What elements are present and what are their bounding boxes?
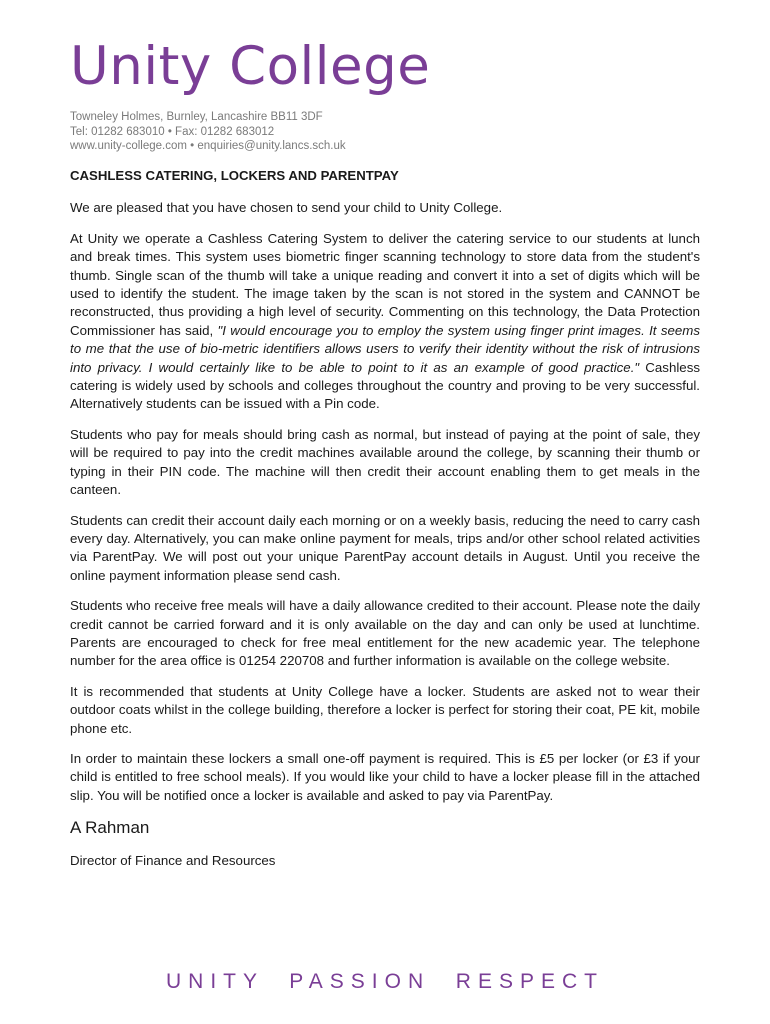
contact-web-email: www.unity-college.com • enquiries@unity.lancs.sch.uk — [70, 140, 346, 152]
college-name-title: Unity College — [70, 36, 431, 97]
address-block — [70, 110, 346, 154]
letter-heading: CASHLESS CATERING, LOCKERS AND PARENTPAY — [70, 168, 399, 183]
contact-phone-fax: Tel: 01282 683010 • Fax: 01282 683012 — [70, 125, 275, 138]
address-line: Towneley Holmes, Burnley, Lancashire BB11 3DF — [70, 111, 323, 123]
paragraph-parentpay: Students can credit their account daily each morning or on a weekly basis, reducing the need to carry cash every day. Alternatively, you can make online payment for meals, trips and/or other school related activities via ParentPay. We will post out your unique ParentPay account details in August. Until you receive the online payment information please send cash. — [70, 512, 700, 583]
paragraph-welcome: We are pleased that you have chosen to send your child to Unity College. — [70, 200, 503, 216]
paragraph-lockers: It is recommended that students at Unity College have a locker. Students are asked not to wear their outdoor coats whilst in the college building, therefore a locker is perfect for storing their coat, PE kit, mobile phone etc. — [70, 683, 700, 736]
commissioner-quote: "I would encourage you to employ the system using finger print images. It seems to me that the use of bio-metric identifiers allows users to verify their identity without the risk of intrusions into privacy. I would certainly like to be able to point to it as an example of good practice." — [70, 322, 701, 375]
paragraph-payment-machines: Students who pay for meals should bring cash as normal, but instead of paying at the point of sale, they will be required to pay into the credit machines available around the college, by scanning their thumb or typing in their PIN code. The machine will then credit their account enabling them to get meals in the canteen. — [70, 426, 700, 498]
college-motto-footer: UNITY PASSION RESPECT — [166, 970, 604, 993]
letter-body — [70, 167, 700, 870]
signatory-role: Director of Finance and Resources — [70, 852, 276, 868]
paragraph-cashless-catering — [70, 230, 700, 414]
paragraph-text: Cashless catering is widely used by schools and colleges throughout the country and proving to be very successful. Alternatively students can be issued with a Pin code. — [70, 359, 700, 412]
signatory-name: A Rahman — [70, 818, 150, 838]
paragraph-locker-payment: In order to maintain these lockers a small one-off payment is required. This is £5 per locker (or £3 if your child is entitled to free school meals). If you would like your child to have a locker please fill in the attached slip. You will be notified once a locker is available and asked to pay via ParentPay. — [70, 750, 700, 803]
paragraph-free-meals: Students who receive free meals will have a daily allowance credited to their account. Please note the daily credit cannot be carried forward and it is only available on the day and can only be used at lunchtime. Parents are encouraged to check for free meal entitlement for the new academic year. The telephone number for the area office is 01254 220708 and further information is available on the college website. — [70, 598, 700, 669]
paragraph-text: At Unity we operate a Cashless Catering System to deliver the catering service to our students at lunch and break times. This system uses biometric finger scanning technology to store data from the student's thumb. Single scan of the thumb will take a unique reading and convert it into a set of digits which will be used to identify the student. The image taken by the scan is not stored in the system and CANNOT be reconstructed, thus providing a high level of security. Commenting on this technology, the Data Protection Commissioner has said, — [70, 230, 700, 338]
